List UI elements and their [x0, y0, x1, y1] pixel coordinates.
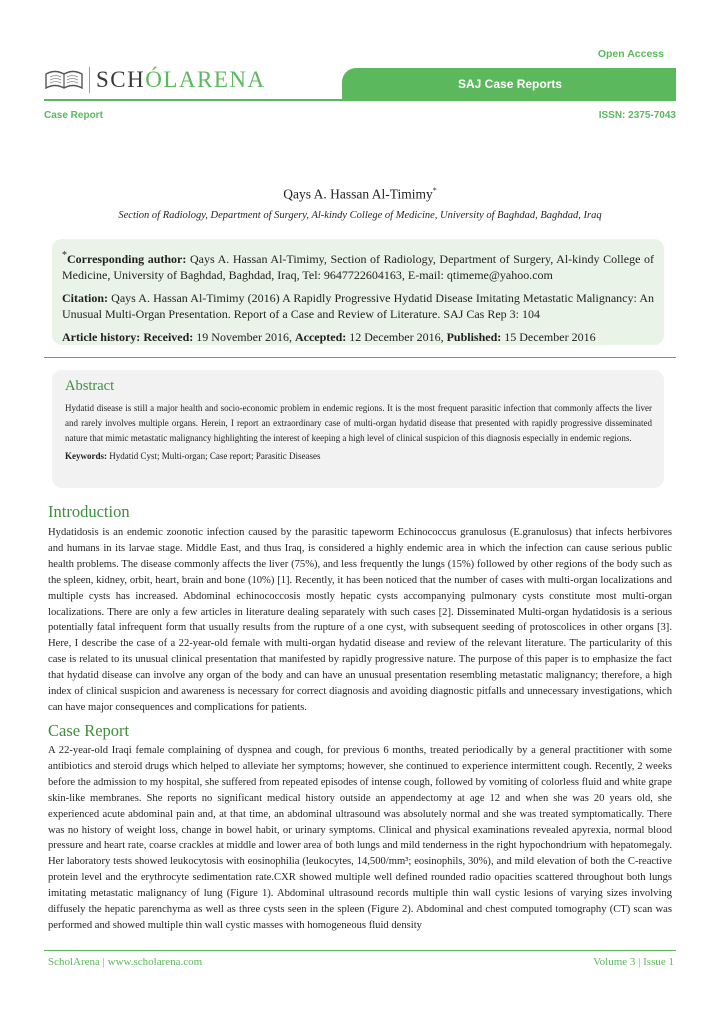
abstract-text: Hydatid disease is still a major health and socio-economic problem in endemic regions. It is the most frequent parasitic infection that commonly affects the liver and rarely involves multiple organs. Herein, I report an extraordinary case of multi-organ hydatid disease that presented with rapidly progressive disseminated nature that mimic metastatic malignancy highlighting the interest of keeping a high level of clinical suspicion of this diagnosis especially in endemic regions.: [65, 403, 652, 443]
logo-divider: [89, 67, 90, 93]
citation: Citation: Qays A. Hassan Al-Timimy (2016) A Rapidly Progressive Hydatid Disease Imitating Metastatic Malignancy: An Unusual Multi-Organ Presentation. Report of a Case and Review of Literature. SAJ Cas Rep 3: 104: [62, 291, 654, 321]
footer-publisher-link[interactable]: ScholArena | www.scholarena.com: [48, 956, 203, 968]
header-rule: [44, 99, 676, 101]
publisher-logo-text: SCHÓLARENA: [96, 67, 266, 92]
issn-label: ISSN: 2375-7043: [598, 110, 676, 121]
section-divider: [44, 357, 676, 358]
corresponding-author: *Corresponding author: Qays A. Hassan Al-Timimy, Section of Radiology, Department of Surgery, Al-kindy College of Medicine, University of Baghdad, Baghdad, Iraq, Tel: 9647722604163, E-mail: qtimeme@yahoo.com: [62, 250, 654, 282]
article-info-box: [52, 239, 664, 345]
journal-name-banner: SAJ Case Reports: [342, 68, 676, 100]
open-book-icon: [44, 68, 84, 92]
introduction-heading: Introduction: [48, 502, 130, 521]
publisher-logo[interactable]: [44, 64, 266, 96]
author-name: Qays A. Hassan Al-Timimy*: [283, 186, 437, 202]
author-affiliation: Section of Radiology, Department of Surgery, Al-kindy College of Medicine, University of Baghdad, Baghdad, Iraq: [118, 210, 602, 221]
article-history: Article history: Received: 19 November 2016, Accepted: 12 December 2016, Published: 15 December 2016: [62, 330, 596, 344]
footer-volume-issue: Volume 3 | Issue 1: [593, 956, 674, 968]
case-report-text: A 22-year-old Iraqi female complaining of dyspnea and cough, for previous 6 months, treated periodically by a general practitioner with some antibiotics and steroid drugs which helped to alleviate her symptoms; however, she continued to experience intermittent cough. Recently, 2 weeks before the admission to my hospital, she suffered from repeated episodes of intense cough, followed by vomiting of colorless fluid and white grape skin-like membranes. She reports no significant medical history outside an appendectomy at age 12 and when she was 20 years old, she experienced acute abdominal pain and, at that time, an abdominal ultrasound was absolutely normal and she was treated symptomatically. There was no history of weight loss, change in bowel habit, or urinary symptoms. Clinical and physical examinations revealed apyrexia, normal blood pressure and heart rate, coarse crackles at middle and lower area of both lungs and mild tenderness in the right hypochondrium with hepatomegaly. Her laboratory tests showed leukocytosis with eosinophilia (leukocytes, 14,500/mm³; eosinophils, 30%), and mild elevation of both the C-reactive protein level and the erythrocyte sedimentation rate.CXR showed multiple well defined rounded radio opacities scattered throughout both lungs imitating metastatic malignancy of lung (Figure 1). Abdominal ultrasound records multiple thin wall cystic lesions of varying sizes involving diffusely the hepatic parenchyma as well as three cysts seen in the spleen (Figure 2). Abdominal and chest computed tomography (CT) scan was performed and showed multiple thin wall cystic masses with homogeneous fluid density: [48, 745, 672, 931]
open-access-label: Open Access: [597, 48, 664, 60]
abstract-box: [52, 370, 664, 488]
case-report-heading: Case Report: [48, 721, 130, 740]
footer-rule: [44, 950, 676, 951]
abstract-title: Abstract: [65, 378, 115, 394]
article-type-label: Case Report: [44, 110, 103, 121]
keywords: Keywords: Hydatid Cyst; Multi-organ; Case report; Parasitic Diseases: [65, 451, 321, 461]
introduction-text: Hydatidosis is an endemic zoonotic infection caused by the parasitic tapeworm Echinococcus granulosus (E.granulosus) that infects herbivores and humans in its larvae stage. Middle East, and thus Iraq, is considered a highly endemic area in which the infection can cause serious public health problems. The disease commonly affects the liver (75%), and less frequently the lungs (15%) followed by other regions of the body such as the spleen, kidney, orbit, heart, brain and bone (10%) [1]. Recently, it has been noticed that the number of cases with multi-organ localizations and multiple cysts has increased. Abdominal echinococcosis mostly hepatic cysts accompanying pulmonary cysts constitute most multi-organ localizations. There are only a few articles in literature dealing separately with such cases [2]. Disseminated Multi-organ hydatidosis is a serious potentially fatal infrequent form that usually results from the rupture of a one cyst, with subsequent seeding of protoscolices in other organs [3]. Here, I describe the case of a 22-year-old female with multi-organ hydatid disease and review of the relevant literature. The particularity of this case is related to its unusual clinical presentation that manifested by rapidly progressive nature. The purpose of this paper is to emphasize the fact that hydatid disease can involve any organ of the body and can have an unusual presentation resembling metastatic malignancy; therefore, a high index of clinical suspicion and awareness is necessary for correct diagnosis and avoiding diagnostic pitfalls and unnecessary investigations, which can have major consequences and complications for patients.: [48, 527, 672, 713]
author-marker: *: [432, 186, 437, 195]
